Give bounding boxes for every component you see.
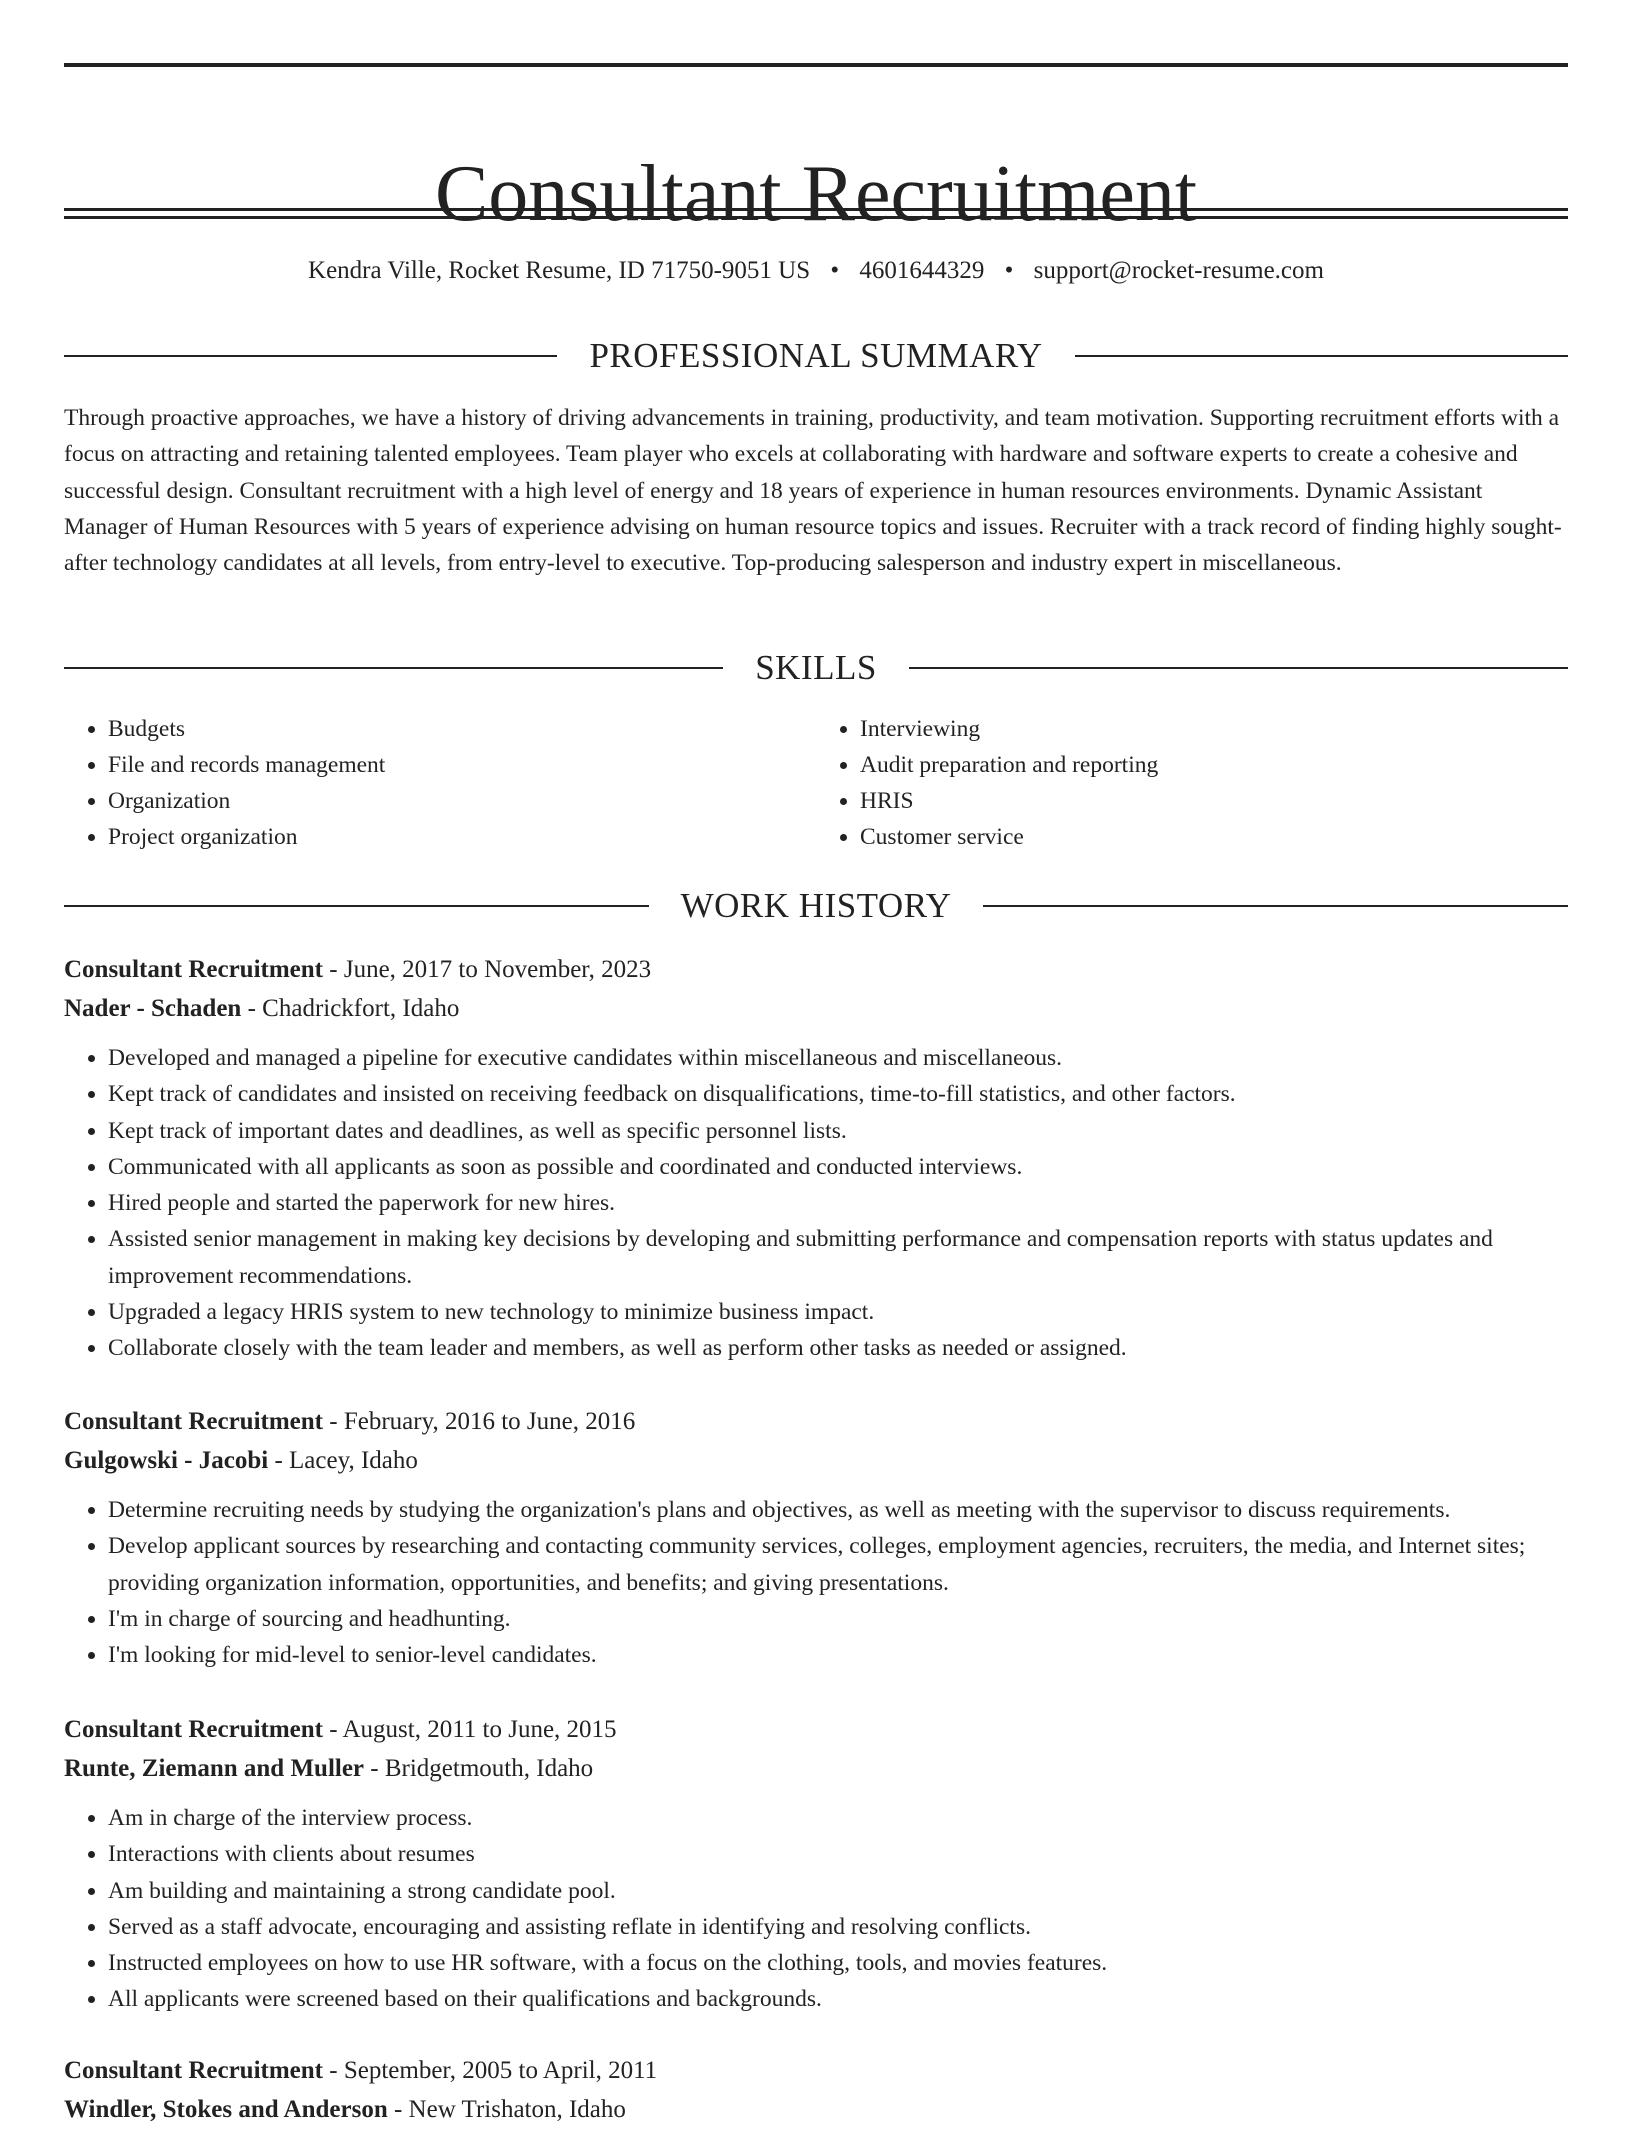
job-title: Consultant Recruitment: [64, 1408, 324, 1435]
skill-item: • Customer service: [860, 819, 1568, 855]
job-org-line: [64, 989, 1568, 1028]
job-bullets: [64, 1040, 1568, 1367]
summary-text: Through proactive approaches, we have a history of driving advancements in training, productivity, and team motivation. Supporting recruitment efforts with a focus on attracting and retaining talented employees. Team player who excels at collaborating with hardware and software experts to create a cohesive and successful design. Consultant recruitment with a high level of energy and 18 years of experience in human resources environments. Dynamic Assistant Manager of Human Resources with 5 years of experience advising on human resource topics and issues. Recruiter with a track record of finding highly sought-after technology candidates at all levels, from entry-level to executive. Top-producing salesperson and industry expert in miscellaneous.: [64, 405, 1562, 577]
job-bullet: • Instructed employees on how to use HR software, with a focus on the clothing, tools, and movies features.: [108, 1945, 1568, 1981]
work-entry: [64, 1402, 1568, 1673]
job-org-line: [64, 1749, 1568, 1788]
job-bullet: • Determine recruiting needs by studying the organization's plans and objectives, as well as meeting with the supervisor to discuss requirements.: [108, 1492, 1568, 1528]
work-entry: [64, 950, 1568, 1367]
job-bullet: • Develop applicant sources by researching and contacting community services, colleges, employment agencies, recruiters, the media, and Internet sites; providing organization information, opportunities, and benefits; and giving presentations.: [108, 1528, 1568, 1601]
job-title: Consultant Recruitment: [64, 1716, 324, 1743]
skill-item: • Organization: [108, 783, 816, 819]
job-bullet: • Developed and managed a pipeline for executive candidates within miscellaneous and miscellaneous.: [108, 1040, 1568, 1076]
job-bullet: • Interactions with clients about resumes: [108, 1836, 1568, 1872]
job-bullet: • Am building and maintaining a strong candidate pool.: [108, 1873, 1568, 1909]
job-bullet: • Collaborate closely with the team leader and members, as well as perform other tasks as needed or assigned.: [108, 1330, 1568, 1366]
contact-email: support@rocket-resume.com: [1033, 257, 1324, 284]
job-role-line: [64, 950, 1568, 989]
job-role-line: [64, 2051, 1568, 2090]
skill-item: • Budgets: [108, 711, 816, 747]
contact-separator: •: [830, 257, 840, 284]
job-bullet: • Kept track of important dates and deadlines, as well as specific personnel lists.: [108, 1113, 1568, 1149]
work-entry: [64, 2051, 1568, 2129]
job-dash: -: [247, 995, 263, 1022]
job-company: Windler, Stokes and Anderson: [64, 2096, 388, 2123]
job-bullet: • Communicated with all applicants as soon as possible and coordinated and conducted interviews.: [108, 1149, 1568, 1185]
job-location: Bridgetmouth, Idaho: [384, 1755, 594, 1782]
job-bullets: [64, 1492, 1568, 1673]
job-bullet: • I'm in charge of sourcing and headhunting.: [108, 1601, 1568, 1637]
job-bullet: • Kept track of candidates and insisted on receiving feedback on disqualifications, time-to-fill statistics, and other factors.: [108, 1076, 1568, 1112]
job-company: Gulgowski - Jacobi: [64, 1447, 269, 1474]
job-location: New Trishaton, Idaho: [408, 2096, 626, 2123]
job-location: Lacey, Idaho: [289, 1447, 418, 1474]
job-bullets: [64, 1800, 1568, 2018]
skill-item: • HRIS: [860, 783, 1568, 819]
job-dash: -: [274, 1447, 290, 1474]
title-rule-lower: [64, 216, 1568, 219]
job-dash: -: [393, 2096, 409, 2123]
skill-item: • Interviewing: [860, 711, 1568, 747]
skill-item: • Audit preparation and reporting: [860, 747, 1568, 783]
summary-heading-label: PROFESSIONAL SUMMARY: [589, 336, 1043, 375]
contact-separator: •: [1004, 257, 1014, 284]
job-dates: September, 2005 to April, 2011: [343, 2057, 658, 2084]
contact-phone: 4601644329: [859, 257, 985, 284]
contact-line: [64, 254, 1568, 288]
top-rule: [64, 63, 1568, 67]
job-dates: August, 2011 to June, 2015: [342, 1716, 617, 1743]
skills-list: [64, 711, 1568, 855]
job-dash: -: [329, 956, 344, 983]
work-section-heading: [64, 886, 1568, 926]
skills-heading-label: SKILLS: [755, 648, 877, 687]
heading-rule-right: [909, 667, 1568, 669]
resume-title: Consultant Recruitment: [434, 149, 1198, 238]
job-dash: -: [370, 1755, 385, 1782]
skills-column-left: [64, 711, 816, 855]
heading-rule-right: [1075, 355, 1568, 357]
heading-rule-left: [64, 905, 649, 907]
job-dash: -: [329, 1716, 343, 1743]
job-title: Consultant Recruitment: [64, 2057, 324, 2084]
skill-item: • File and records management: [108, 747, 816, 783]
contact-address: Kendra Ville, Rocket Resume, ID 71750-9051 US: [308, 257, 811, 284]
job-location: Chadrickfort, Idaho: [262, 995, 460, 1022]
heading-rule-left: [64, 355, 557, 357]
job-bullet: • Am in charge of the interview process.: [108, 1800, 1568, 1836]
skill-item: • Project organization: [108, 819, 816, 855]
work-heading-label: WORK HISTORY: [680, 886, 952, 925]
job-dash: -: [329, 2057, 344, 2084]
heading-rule-left: [64, 667, 723, 669]
job-title: Consultant Recruitment: [64, 956, 324, 983]
job-dates: June, 2017 to November, 2023: [343, 956, 652, 983]
job-dash: -: [329, 1408, 344, 1435]
job-bullet: • Served as a staff advocate, encouraging and assisting reflate in identifying and resolving conflicts.: [108, 1909, 1568, 1945]
job-role-line: [64, 1710, 1568, 1749]
job-bullet: • All applicants were screened based on their qualifications and backgrounds.: [108, 1981, 1568, 2017]
job-org-line: [64, 2090, 1568, 2129]
job-role-line: [64, 1402, 1568, 1441]
job-company: Nader - Schaden: [64, 995, 242, 1022]
job-bullet: • Upgraded a legacy HRIS system to new technology to minimize business impact.: [108, 1294, 1568, 1330]
job-bullet: • I'm looking for mid-level to senior-level candidates.: [108, 1637, 1568, 1673]
title-rule-upper: [64, 208, 1568, 211]
job-org-line: [64, 1441, 1568, 1480]
job-company: Runte, Ziemann and Muller: [64, 1755, 365, 1782]
skills-section-heading: [64, 648, 1568, 688]
skills-column-right: [816, 711, 1568, 855]
work-entry: [64, 1710, 1568, 2018]
job-dates: February, 2016 to June, 2016: [343, 1408, 636, 1435]
heading-rule-right: [983, 905, 1568, 907]
summary-section-heading: [64, 336, 1568, 376]
job-bullet: • Hired people and started the paperwork for new hires.: [108, 1185, 1568, 1221]
job-bullet: • Assisted senior management in making key decisions by developing and submitting performance and compensation reports with status updates and improvement recommendations.: [108, 1221, 1568, 1294]
